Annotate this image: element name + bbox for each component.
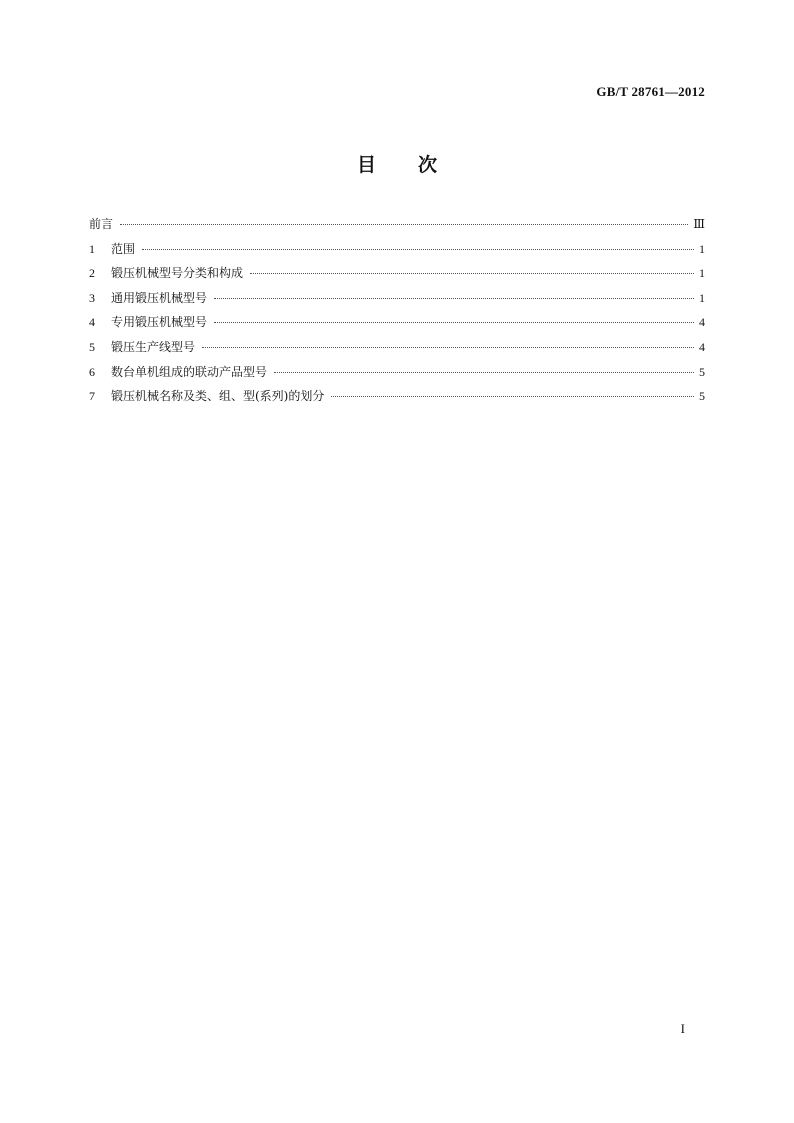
toc-entry-number: 6: [89, 364, 95, 379]
toc-dot-leader: [142, 249, 694, 250]
toc-dot-leader: [274, 372, 694, 373]
toc-entry-page: Ⅲ: [693, 217, 705, 231]
toc-entry-title: 数台单机组成的联动产品型号: [111, 364, 268, 379]
toc-entry-title: 专用锻压机械型号: [111, 315, 208, 330]
toc-entry-2[interactable]: [89, 264, 705, 289]
toc-entry-title: 锻压机械名称及类、组、型(系列)的划分: [111, 389, 325, 404]
page-title: 目次: [356, 154, 479, 176]
table-of-contents: [89, 215, 705, 412]
toc-entry-title: 通用锻压机械型号: [111, 290, 208, 305]
toc-entry-foreword[interactable]: [89, 215, 705, 240]
toc-entry-3[interactable]: [89, 289, 705, 314]
toc-entry-number: 5: [89, 339, 95, 354]
toc-entry-5[interactable]: [89, 338, 705, 363]
toc-entry-page: 5: [699, 389, 705, 404]
toc-entry-7[interactable]: [89, 387, 705, 412]
toc-entry-page: 1: [699, 290, 705, 305]
toc-entry-4[interactable]: [89, 313, 705, 338]
toc-entry-page: 4: [699, 315, 705, 330]
page-number: I: [680, 1021, 685, 1036]
toc-entry-number: 4: [89, 315, 95, 330]
toc-entry-number: 3: [89, 290, 95, 305]
toc-dot-leader: [120, 224, 688, 225]
toc-entry-page: 1: [699, 241, 705, 256]
toc-entry-title: 范围: [111, 241, 136, 256]
toc-dot-leader: [214, 322, 694, 323]
toc-dot-leader: [214, 298, 694, 299]
toc-entry-page: 1: [699, 266, 705, 281]
toc-entry-number: 2: [89, 266, 95, 281]
toc-entry-title: 锻压机械型号分类和构成: [111, 266, 244, 281]
toc-entry-title: 锻压生产线型号: [111, 339, 196, 354]
toc-entry-page: 5: [699, 364, 705, 379]
toc-dot-leader: [250, 273, 694, 274]
toc-dot-leader: [331, 396, 694, 397]
toc-dot-leader: [202, 347, 694, 348]
toc-entry-title: 前言: [89, 217, 114, 231]
standard-code: GB/T 28761—2012: [596, 84, 705, 99]
toc-entry-6[interactable]: [89, 363, 705, 388]
toc-entry-1[interactable]: [89, 240, 705, 265]
toc-entry-number: 7: [89, 389, 95, 404]
toc-entry-number: 1: [89, 241, 95, 256]
toc-entry-page: 4: [699, 339, 705, 354]
